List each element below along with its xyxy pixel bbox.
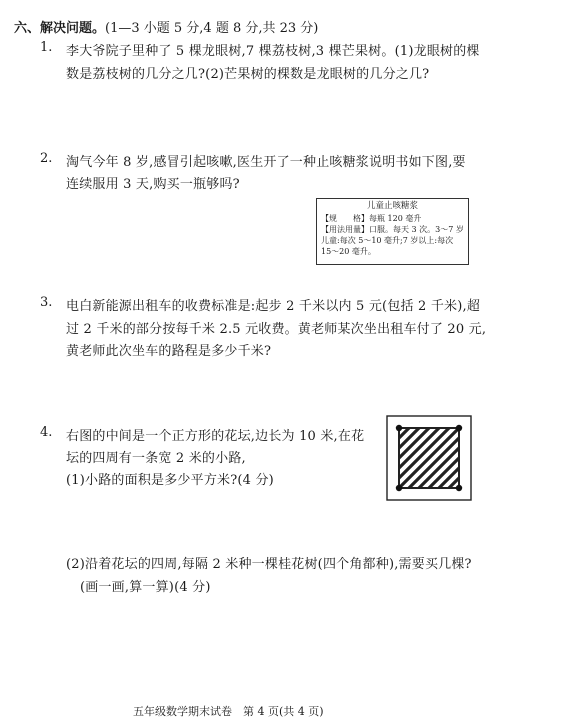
question-3-line-2: 过 2 千米的部分按每千米 2.5 元收费。黄老师某次坐出租车付了 20 元, — [66, 322, 487, 337]
section-title: 六、解决问题。 — [14, 21, 106, 36]
question-2-line-2: 连续服用 3 天,购买一瓶够吗? — [66, 177, 240, 192]
corner-tree-dot — [456, 485, 462, 491]
corner-tree-dot — [396, 485, 402, 491]
page-footer: 五年级数学期末试卷 第 4 页(共 4 页) — [133, 705, 324, 718]
section-heading — [14, 17, 318, 36]
question-3-number: 3. — [40, 295, 53, 310]
question-4-line-3: (1)小路的面积是多少平方米?(4 分) — [66, 473, 274, 488]
flowerbed-diagram — [386, 415, 472, 501]
corner-tree-dot — [396, 425, 402, 431]
syrup-label-row: 15～20 毫升。 — [321, 247, 376, 256]
question-3-line-3: 黄老师此次坐车的路程是多少千米? — [66, 344, 272, 359]
section-score-note: (1—3 小题 5 分,4 题 8 分,共 23 分) — [105, 21, 319, 36]
syrup-label-title: 儿童止咳糖浆 — [366, 201, 418, 211]
question-1-line-2: 数是荔枝树的几分之几?(2)芒果树的棵数是龙眼树的几分之几? — [66, 67, 430, 82]
syrup-label-row: 【用法用量】口服。每天 3 次。3～7 岁 — [321, 225, 464, 234]
question-4-part2-line-2: (画一画,算一算)(4 分) — [80, 580, 211, 595]
question-4-line-1: 右图的中间是一个正方形的花坛,边长为 10 米,在花 — [66, 429, 365, 444]
question-4-part2-line-1: (2)沿着花坛的四周,每隔 2 米种一棵桂花树(四个角都种),需要买几棵? — [66, 557, 472, 572]
corner-tree-dot — [456, 425, 462, 431]
syrup-label-row: 【规 格】每瓶 120 毫升 — [321, 214, 422, 223]
syrup-label-box — [316, 198, 469, 265]
question-4-line-2: 坛的四周有一条宽 2 米的小路, — [66, 451, 246, 466]
question-1-number: 1. — [40, 40, 53, 55]
syrup-label-row: 儿童:每次 5～10 毫升;7 岁以上:每次 — [321, 236, 454, 245]
question-1-line-1: 李大爷院子里种了 5 棵龙眼树,7 棵荔枝树,3 棵芒果树。(1)龙眼树的棵 — [66, 44, 480, 59]
question-2-number: 2. — [40, 151, 53, 166]
question-2-line-1: 淘气今年 8 岁,感冒引起咳嗽,医生开了一种止咳糖浆说明书如下图,要 — [66, 155, 466, 170]
question-3-line-1: 电白新能源出租车的收费标准是:起步 2 千米以内 5 元(包括 2 千米),超 — [66, 299, 481, 314]
question-4-number: 4. — [40, 425, 53, 440]
